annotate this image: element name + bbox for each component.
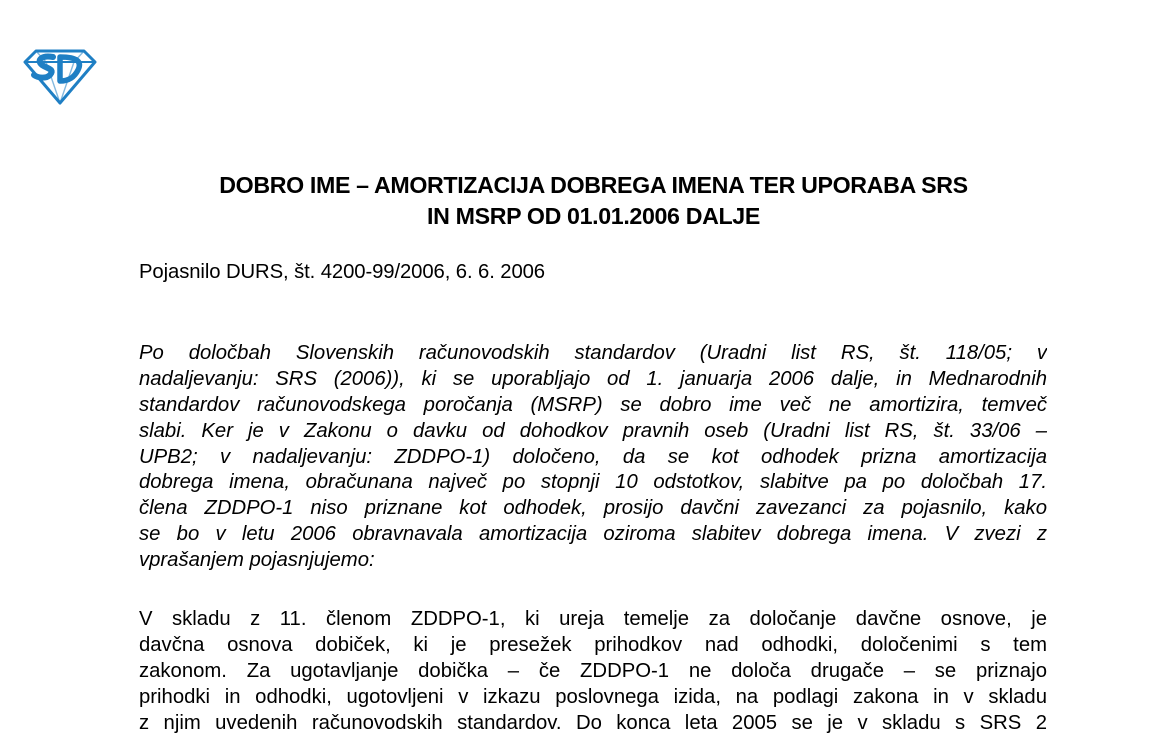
paragraph-line: slabi. Ker je v Zakonu o davku od dohodkov pravnih oseb (Uradni list RS, št. 33/06 – [139,419,1047,442]
paragraph-line: prihodki in odhodki, ugotovljeni v izkazu poslovnega izida, na podlagi zakona in v skladu [139,685,1047,708]
paragraph-line: standardov računovodskega poročanja (MSRP) se dobro ime več ne amortizira, temveč [139,393,1047,416]
paragraph-line: V skladu z 11. členom ZDDPO-1, ki ureja temelje za določanje davčne osnove, je [139,608,1047,630]
paragraph-answer [139,607,1047,736]
paragraph-line: zakonom. Za ugotavljanje dobička – če ZDDPO-1 ne določa drugače – se priznajo [139,659,1047,682]
paragraph-line: z njim uvedenih računovodskih standardov. Do konca leta 2005 se je v skladu s SRS 2 [139,711,1047,734]
paragraph-line: nadaljevanju: SRS (2006)), ki se uporabljajo od 1. januarja 2006 dalje, in Mednarodnih [139,367,1047,390]
paragraph-line: se bo v letu 2006 obravnavala amortizacija oziroma slabitev dobrega imena. V zvezi z [139,523,1047,546]
document-title [120,170,1067,232]
paragraph-intro [139,341,1047,574]
company-logo-icon [22,48,98,106]
paragraph-line: Po določbah Slovenskih računovodskih standardov (Uradni list RS, št. 118/05; v [139,342,1047,364]
paragraph-line: člena ZDDPO-1 niso priznane kot odhodek, prosijo davčni zavezanci za pojasnilo, kako [139,497,1047,520]
document-reference: Pojasnilo DURS, št. 4200-99/2006, 6. 6. 2006 [139,261,545,283]
paragraph-line: dobrega imena, obračunana največ po stopnji 10 odstotkov, slabitve pa po določbah 17. [139,471,1047,494]
paragraph-line: vprašanjem pojasnjujemo: [139,549,375,572]
paragraph-line: UPB2; v nadaljevanju: ZDDPO-1) določeno, da se kot odhodek prizna amortizacija [139,445,1047,468]
paragraph-line: davčna osnova dobiček, ki je presežek prihodkov nad odhodki, določenimi s tem [139,633,1047,656]
title-line-2: IN MSRP OD 01.01.2006 DALJE [427,203,760,229]
title-line-1: DOBRO IME – AMORTIZACIJA DOBREGA IMENA TER UPORABA SRS [219,172,968,198]
